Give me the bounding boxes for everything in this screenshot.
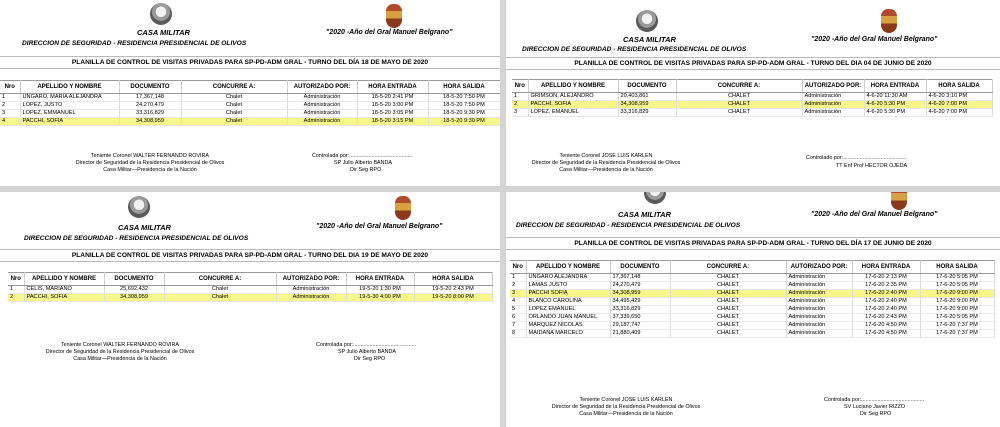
sheet-title: PLANILLA DE CONTROL DE VISITAS PRIVADAS PARA SP-PD-ADM GRAL - TURNO DEL DÍA 18 DE MAYO DE 2020	[0, 56, 500, 69]
col-apellido: APELLIDO Y NOMBRE	[20, 81, 119, 94]
col-salida: HORA SALIDA	[428, 81, 500, 94]
table-row: 3 LOPEZ, EMANUEL 33,316,829 CHALET Administración 4-6-20 5:30 PM 4-6-20 7:00 PM	[512, 109, 992, 117]
col-documento: DOCUMENTO	[618, 80, 676, 93]
col-apellido: APELLIDO Y NOMBRE	[526, 261, 610, 274]
col-autorizado: AUTORIZADO POR:	[802, 80, 864, 93]
motto-label: "2020 -Año del Gral Manuel Belgrano"	[811, 211, 938, 218]
visits-table	[0, 80, 500, 126]
col-apellido: APELLIDO Y NOMBRE	[24, 273, 104, 286]
col-concurre: CONCURRE A:	[670, 261, 786, 274]
table-row-highlighted: 4 PACCHI, SOFIA 34,308,959 Chalet Administración 18-5-20 3:15 PM 18-5-20 9:30 PM	[0, 118, 500, 126]
table-row: 8 MAIDANA MARCELO 21,880,409 CHALET Administración 17-6-20 4:50 PM 17-6-20 7:37 PM	[510, 330, 994, 338]
direccion-label: DIRECCION DE SEGURIDAD - RESIDENCIA PRESIDENCIAL DE OLIVOS	[22, 40, 247, 47]
sheet-18-mayo	[0, 0, 500, 186]
table-row: 4 BLANCO CAROLINA 34,495,429 CHALET Administración 17-6-20 2:40 PM 17-6-20 9:00 PM	[510, 298, 994, 306]
col-concurre: CONCURRE A:	[676, 80, 802, 93]
table-row: 1 UNGARO ALEJANDRA 17,367,148 CHALET Administración 17-6-20 2:13 PM 17-6-20 5:05 PM	[510, 274, 994, 282]
col-salida: HORA SALIDA	[926, 80, 992, 93]
casa-militar-label: CASA MILITAR	[137, 28, 190, 37]
control-block: Controlada por:.......................................... SP Julio Alberto BANDA Dir Seg RPO	[312, 153, 413, 173]
motto-label: "2020 -Año del Gral Manuel Belgrano"	[316, 223, 443, 230]
belgrano-coat-icon	[386, 4, 402, 28]
direccion-label: DIRECCION DE SEGURIDAD - RESIDENCIA PRESIDENCIAL DE OLIVOS	[24, 235, 249, 242]
casa-militar-label: CASA MILITAR	[623, 35, 676, 44]
table-row: 1 GRIMSON, ALEJANDRO 20,403,861 CHALET Administración 4-6-20 11:30 AM 4-6-20 3:10 PM	[512, 93, 992, 101]
direccion-label: DIRECCION DE SEGURIDAD - RESIDENCIA PRESIDENCIAL DE OLIVOS	[522, 46, 747, 53]
visits-table	[512, 79, 993, 117]
sheet-title: PLANILLA DE CONTROL DE VISITAS PRIVADAS PARA SP-PD-ADM GRAL - TURNO DEL DÍA 17 DE JUNIO DE 2020	[506, 237, 1000, 250]
direccion-label: DIRECCION DE SEGURIDAD - RESIDENCIA PRESIDENCIAL DE OLIVOS	[516, 222, 741, 229]
col-documento: DOCUMENTO	[119, 81, 181, 94]
casa-militar-emblem-icon	[150, 3, 172, 25]
sheet-19-mayo	[0, 192, 500, 427]
motto-label: "2020 -Año del Gral Manuel Belgrano"	[811, 36, 938, 43]
table-row: 1 UNGARO, MARIA ALEJANDRA 17,367,148 Chalet Administración 18-5-20 2:41 PM 18-5-20 7:50 PM	[0, 94, 500, 102]
belgrano-coat-icon	[395, 196, 411, 220]
table-row-highlighted: 3 PACCHI SOFIA 34,308,959 CHALET Administración 17-6-20 2:40 PM 17-6-20 9:00 PM	[510, 290, 994, 298]
col-autorizado: AUTORIZADO POR:	[287, 81, 357, 94]
col-nro: Nro	[510, 261, 526, 274]
belgrano-coat-icon	[891, 192, 907, 210]
control-block: Controlado por:.......................................... TT Enf Prof HECTOR OJEDA	[806, 155, 908, 169]
col-nro: Nro	[8, 273, 24, 286]
col-autorizado: AUTORIZADO POR:	[786, 261, 852, 274]
casa-militar-emblem-icon	[644, 192, 666, 204]
table-row-highlighted: 2 PACCHI, SOFIA 34,308,959 CHALET Administración 4-6-20 5:30 PM 4-6-20 7:00 PM	[512, 101, 992, 109]
signature-block: Teniente Coronel JOSE LUIS KARLEN Director de Seguridad de la Residencia Presidencial de Olivos Casa Militar—Presidencia de la Nación	[551, 397, 701, 417]
visits-table	[510, 260, 995, 338]
col-entrada: HORA ENTRADA	[864, 80, 926, 93]
col-concurre: CONCURRE A:	[181, 81, 287, 94]
signature-block: Teniente Coronel WALTER FERNANDO ROVIRA Director de Seguridad de la Residencia Presidencial de Olivos Casa Militar—Presidencia de la Nación	[75, 153, 225, 173]
sheet-17-junio	[506, 192, 1000, 427]
table-row: 2 LOPEZ, JUSTO 24,270,479 Chalet Administración 18-5-20 3:00 PM 18-5-20 7:50 PM	[0, 102, 500, 110]
col-entrada: HORA ENTRADA	[346, 273, 414, 286]
casa-militar-emblem-icon	[128, 196, 150, 218]
col-autorizado: AUTORIZADO POR:	[276, 273, 346, 286]
table-row: 1 CELIS, MARIANO 25,692,432 Chalet Administración 19-5-20 1:30 PM 19-5-20 2:43 PM	[8, 286, 492, 294]
table-row-highlighted: 2 PACCHI, SOFIA 34,308,959 Chalet Administración 19-5-30 4:00 PM 19-5-20 8:00 PM	[8, 294, 492, 302]
casa-militar-label: CASA MILITAR	[618, 210, 671, 219]
control-block: Controlada por:.......................................... SV Luciano Javier RIZZO Dir Seg RPO	[824, 397, 925, 417]
col-nro: Nro	[0, 81, 20, 94]
sheet-04-junio	[506, 0, 1000, 186]
motto-label: "2020 -Año del Gral Manuel Belgrano"	[326, 29, 453, 36]
table-row: 7 MARQUEZ NICOLAS 29,187,747 CHALET Administración 17-6-20 4:50 PM 17-6-20 7:37 PM	[510, 322, 994, 330]
visits-table	[8, 272, 493, 302]
signature-block: Teniente Coronel WALTER FERNANDO ROVIRA Director de Seguridad de la Residencia Presidencial de Olivos Casa Militar—Presidencia de la Nación	[45, 342, 195, 362]
sheet-title: PLANILLA DE CONTROL DE VISITAS PRIVADAS PARA SP-PD-ADM GRAL - TURNO DEL DIA 19 DE MAYO DE 2020	[0, 249, 500, 262]
table-row: 5 LOPEZ EMANUEL 33,316,829 CHALET Administración 17-6-20 2:40 PM 17-6-20 9:00 PM	[510, 306, 994, 314]
col-concurre: CONCURRE A:	[164, 273, 276, 286]
control-block: Controlada por:.......................................... SP Julio Alberto BANDA Dir Seg RPO	[316, 342, 417, 362]
table-row: 2 LAMAS JUSTO 24,270,479 CHALET Administración 17-6-20 2:35 PM 17-6-20 5:05 PM	[510, 282, 994, 290]
belgrano-coat-icon	[881, 9, 897, 33]
casa-militar-emblem-icon	[636, 10, 658, 32]
casa-militar-label: CASA MILITAR	[118, 223, 171, 232]
col-salida: HORA SALIDA	[414, 273, 492, 286]
col-documento: DOCUMENTO	[104, 273, 164, 286]
col-entrada: HORA ENTRADA	[852, 261, 920, 274]
table-row: 3 LOPEZ, EMMANUEL 33,316,829 Chalet Administración 18-5-20 3:05 PM 18-5-20 9:30 PM	[0, 110, 500, 118]
sheet-title: PLANILLA DE CONTROL DE VISITAS PRIVADAS PARA SP-PD-ADM GRAL - TURNO DEL DIA 04 DE JUNIO DE 2020	[506, 57, 1000, 70]
col-apellido: APELLIDO Y NOMBRE	[528, 80, 618, 93]
col-documento: DOCUMENTO	[610, 261, 670, 274]
col-nro: Nro	[512, 80, 528, 93]
table-row: 6 ORLANDO JUAN MANUEL 37,339,650 CHALET Administración 17-6-20 2:43 PM 17-6-20 5:05 PM	[510, 314, 994, 322]
signature-block: Teniente Coronel JOSE LUIS KARLEN Director de Seguridad de la Residencia Presidencial de Olivos Casa Militar—Presidencia de la Nación	[531, 153, 681, 173]
col-entrada: HORA ENTRADA	[357, 81, 428, 94]
col-salida: HORA SALIDA	[920, 261, 994, 274]
